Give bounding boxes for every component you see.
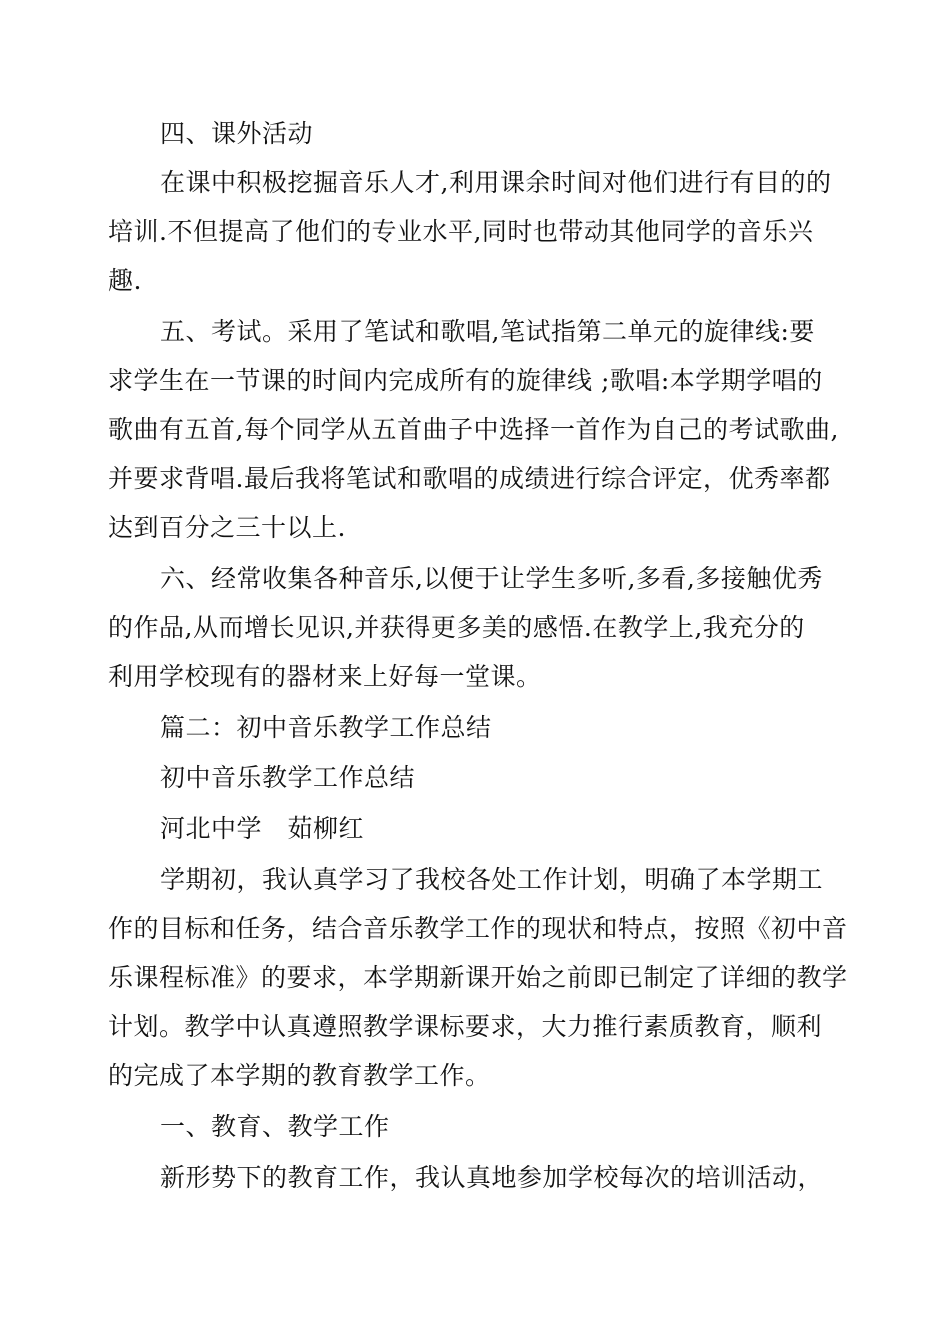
paragraph-line: 趣.: [108, 266, 142, 295]
paragraph-line: 在课中积极挖掘音乐人才,利用课余时间对他们进行有目的的: [160, 168, 832, 197]
paragraph-line: 的完成了本学期的教育教学工作。: [108, 1061, 491, 1090]
paragraph-line: 计划。教学中认真遵照教学课标要求，大力推行素质教育，顺利: [108, 1012, 823, 1041]
section-heading-music-collection: 六、经常收集各种音乐,以便于让学生多听,多看,多接触优秀: [160, 564, 823, 593]
paragraph-line: 乐课程标准》的要求，本学期新课开始之前即已制定了详细的教学: [108, 963, 848, 992]
paragraph-line: 利用学校现有的器材来上好每一堂课。: [108, 662, 542, 691]
article-title: 初中音乐教学工作总结: [160, 763, 416, 792]
paragraph-line: 求学生在一节课的时间内完成所有的旋律线 ;歌唱:本学期学唱的: [108, 366, 823, 395]
section-heading-exam: 五、考试。采用了笔试和歌唱,笔试指第二单元的旋律线:要: [160, 317, 815, 346]
paragraph-line: 新形势下的教育工作，我认真地参加学校每次的培训活动，: [160, 1163, 824, 1192]
paragraph-line: 歌曲有五首,每个同学从五首曲子中选择一首作为自己的考试歌曲,: [108, 415, 839, 444]
paragraph-line: 学期初，我认真学习了我校各处工作计划，明确了本学期工: [160, 865, 824, 894]
paragraph-line: 培训.不但提高了他们的专业水平,同时也带动其他同学的音乐兴: [108, 217, 814, 246]
section-heading-extracurricular: 四、课外活动: [160, 119, 314, 148]
paragraph-line: 达到百分之三十以上.: [108, 513, 346, 542]
article-author: 河北中学 茹柳红: [160, 814, 365, 843]
section-heading-teaching: 一、教育、教学工作: [160, 1112, 390, 1141]
article-heading: 篇二：初中音乐教学工作总结: [160, 713, 492, 742]
paragraph-line: 并要求背唱.最后我将笔试和歌唱的成绩进行综合评定，优秀率都: [108, 464, 831, 493]
paragraph-line: 作的目标和任务，结合音乐教学工作的现状和特点，按照《初中音: [108, 914, 848, 943]
paragraph-line: 的作品,从而增长见识,并获得更多美的感悟.在教学上,我充分的: [108, 613, 805, 642]
